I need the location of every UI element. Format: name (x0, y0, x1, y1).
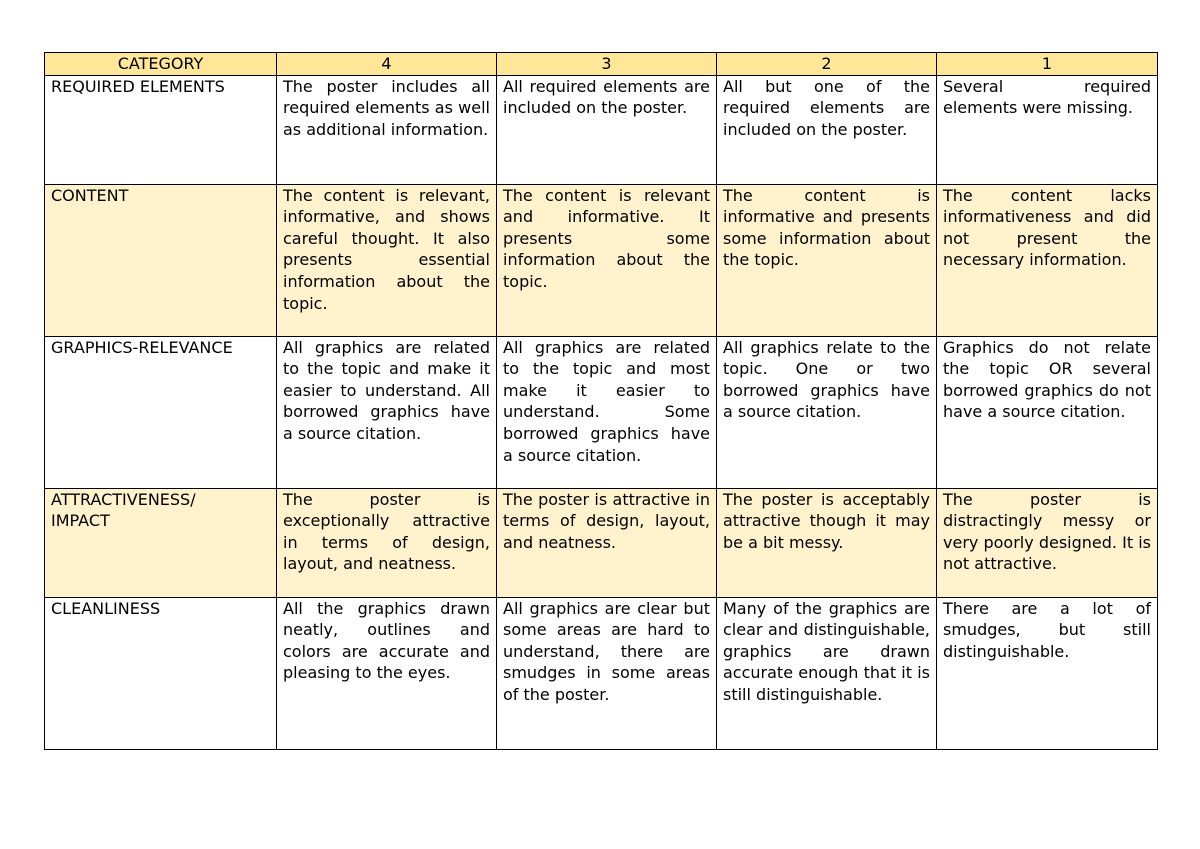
criterion-cell: The poster is acceptably attractive though it may be a bit messy. (717, 488, 937, 597)
criterion-cell: All graphics relate to the topic. One or two borrowed graphics have a source citation. (717, 336, 937, 488)
criterion-cell: All graphics are clear but some areas are hard to understand, there are smudges in some areas of the poster. (497, 597, 717, 749)
header-score-1: 1 (937, 53, 1158, 76)
criterion-cell: Several required elements were missing. (937, 75, 1158, 184)
criterion-cell: The poster includes all required elements as well as additional information. (277, 75, 497, 184)
header-score-4: 4 (277, 53, 497, 76)
criterion-cell: All graphics are related to the topic and make it easier to understand. All borrowed graphics have a source citation. (277, 336, 497, 488)
table-row (45, 336, 1158, 488)
category-label: GRAPHICS-RELEVANCE (45, 336, 277, 488)
header-score-3: 3 (497, 53, 717, 76)
criterion-cell: The content lacks informativeness and did not present the necessary information. (937, 184, 1158, 336)
criterion-cell: All required elements are included on the poster. (497, 75, 717, 184)
category-label: CONTENT (45, 184, 277, 336)
criterion-cell: The content is informative and presents some information about the topic. (717, 184, 937, 336)
criterion-cell: The poster is exceptionally attractive in terms of design, layout, and neatness. (277, 488, 497, 597)
table-row (45, 75, 1158, 184)
table-row (45, 184, 1158, 336)
criterion-cell: Many of the graphics are clear and distinguishable, graphics are drawn accurate enough that it is still distinguishable. (717, 597, 937, 749)
criterion-cell: Graphics do not relate the topic OR several borrowed graphics do not have a source citation. (937, 336, 1158, 488)
criterion-cell: The content is relevant, informative, and shows careful thought. It also presents essential information about the topic. (277, 184, 497, 336)
category-label: CLEANLINESS (45, 597, 277, 749)
table-row (45, 597, 1158, 749)
table-row (45, 488, 1158, 597)
rubric-table (44, 52, 1158, 750)
criterion-cell: All the graphics drawn neatly, outlines and colors are accurate and pleasing to the eyes. (277, 597, 497, 749)
criterion-cell: There are a lot of smudges, but still distinguishable. (937, 597, 1158, 749)
header-row (45, 53, 1158, 76)
criterion-cell: The poster is distractingly messy or very poorly designed. It is not attractive. (937, 488, 1158, 597)
criterion-cell: The poster is attractive in terms of design, layout, and neatness. (497, 488, 717, 597)
category-label: REQUIRED ELEMENTS (45, 75, 277, 184)
criterion-cell: The content is relevant and informative. It presents some information about the topic. (497, 184, 717, 336)
category-label: ATTRACTIVENESS/ IMPACT (45, 488, 277, 597)
header-score-2: 2 (717, 53, 937, 76)
criterion-cell: All graphics are related to the topic and most make it easier to understand. Some borrowed graphics have a source citation. (497, 336, 717, 488)
header-category: CATEGORY (45, 53, 277, 76)
criterion-cell: All but one of the required elements are included on the poster. (717, 75, 937, 184)
